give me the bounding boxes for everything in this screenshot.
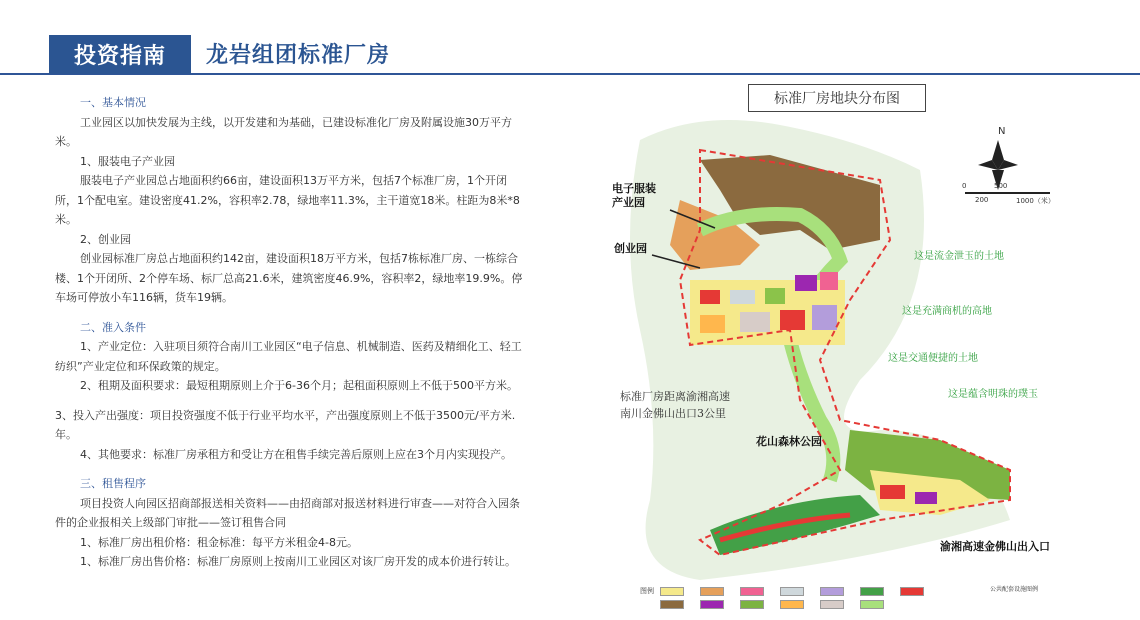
info-text xyxy=(55,93,525,572)
section-title-basic: 一、基本情况 xyxy=(80,96,146,109)
scale-label-mid: 500 xyxy=(994,182,1008,190)
legend-title: 图例 xyxy=(640,587,654,595)
paragraph: 创业园标准厂房总占地面积约142亩，建设面积18万平方米，包括7栋标准厂房、一栋综合楼、1个开闭所、2个停车场、标厂总高21.6米，建筑密度46.9%，容积率2，绿地率19.9%。停车场可停放小车116辆，货车19辆。 xyxy=(55,252,523,304)
label-distance: 标准厂房距离渝湘高速 南川金佛山出口3公里 xyxy=(620,390,730,420)
label-electronics-park: 电子服装 产业园 xyxy=(612,182,656,209)
slogan-2: 这是充满商机的高地 xyxy=(902,306,992,317)
paragraph: 工业园区以加快发展为主线，以开发建和为基础，已建设标准化厂房及附属设施30万平方米。 xyxy=(55,115,512,148)
map-legend xyxy=(640,584,1100,612)
slogan-4: 这是蕴含明珠的璞玉 xyxy=(948,389,1038,400)
north-label: N xyxy=(998,126,1006,137)
paragraph: 1、标准厂房出售价格：标准厂房原则上按南川工业园区对该厂房开发的成本价进行转让。 xyxy=(80,555,516,568)
slogan-3: 这是交通便捷的土地 xyxy=(888,353,978,364)
paragraph: 项目投资人向园区招商部报送相关资料——由招商部对报送材料进行审查——对符合入园条件的企业报相关上级部门审批——签订租售合同 xyxy=(55,496,520,529)
scale-label-start: 0 xyxy=(962,182,967,190)
paragraph: 2、租期及面积要求：最短租期原则上介于6-36个月；起租面积原则上不低于500平方米。 xyxy=(80,379,518,392)
site-map xyxy=(600,80,1130,610)
scale-label-end: 1000（米） xyxy=(1016,197,1055,205)
section-title-process: 三、租售程序 xyxy=(80,477,146,490)
subheading: 2、创业园 xyxy=(80,232,131,246)
subheading: 1、服装电子产业园 xyxy=(80,154,175,168)
header-tag: 投资指南 xyxy=(49,35,191,74)
section-title-entry: 二、准入条件 xyxy=(80,320,146,334)
paragraph: 1、产业定位：入驻项目须符合南川工业园区“电子信息、机械制造、医药及精细化工、轻工纺织”产业定位和环保政策的规定。 xyxy=(55,340,522,373)
paragraph: 3、投入产出强度：项目投资强度不低于行业平均水平，产出强度原则上不低于3500元/平方米.年。 xyxy=(55,408,516,441)
map-title: 标准厂房地块分布图 xyxy=(748,84,926,112)
label-chuangye-park: 创业园 xyxy=(614,242,647,255)
page-title: 龙岩组团标准厂房 xyxy=(206,43,391,68)
paragraph: 1、标准厂房出租价格：租金标准：每平方米租金4-8元。 xyxy=(80,535,358,549)
paragraph: 4、其他要求：标准厂房承租方和受让方在租售手续完善后原则上应在3个月内实现投产。 xyxy=(80,447,512,461)
scale-label-200: 200 xyxy=(975,196,989,204)
paragraph: 服装电子产业园总占地面积约66亩，建设面积13万平方米，包括7个标准厂房，1个开闭所，1个配电室。建设密度41.2%，容积率2.78，绿地率11.3%，主干道宽18米。柱距为8米*8米。 xyxy=(55,174,520,226)
slogan-1: 这是流金泄玉的土地 xyxy=(914,251,1004,262)
label-forest-park: 花山森林公园 xyxy=(756,435,822,448)
label-highway-exit: 渝湘高速金佛山出入口 xyxy=(940,540,1050,553)
legend-facilities-title: 公共配套设施图例 xyxy=(990,586,1039,593)
